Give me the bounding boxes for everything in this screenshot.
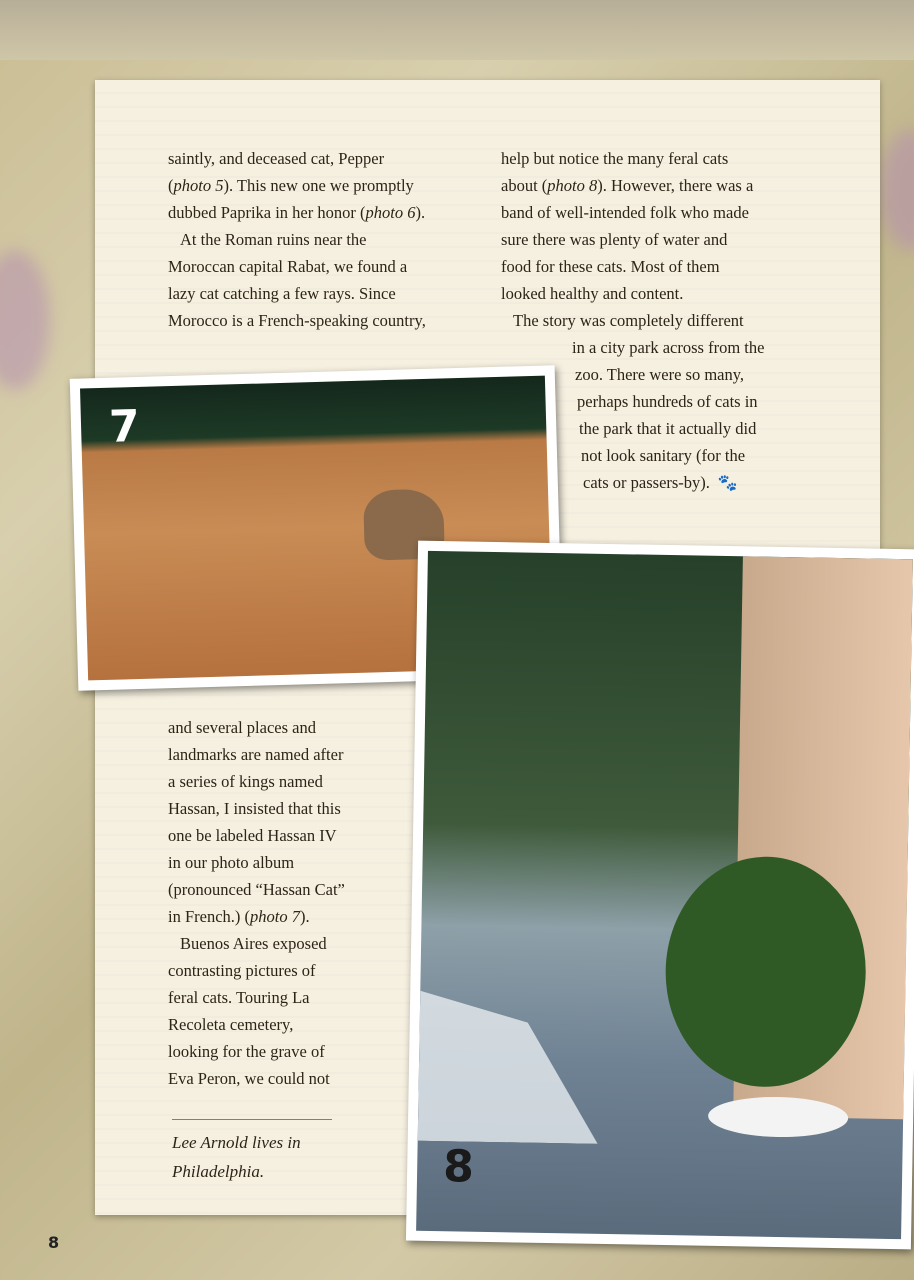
text-line: Hassan, I insisted that this (168, 799, 341, 818)
text-line: sure there was plenty of water and (501, 230, 728, 249)
text-line: in a city park across from the (572, 338, 765, 357)
column-2-top (501, 145, 753, 334)
sunlight-patch (418, 991, 601, 1144)
text-line: looking for the grave of (168, 1042, 325, 1061)
author-byline (172, 1128, 301, 1186)
paw-icon: 🐾 (717, 475, 738, 492)
byline-line: Lee Arnold lives in (172, 1133, 301, 1152)
text-line: saintly, and deceased cat, Pepper (168, 149, 385, 168)
text-line: and several places and (168, 718, 316, 737)
text-line: in our photo album (168, 853, 295, 872)
text-line: band of well-intended folk who made (501, 203, 749, 222)
column-1-bottom (168, 714, 345, 1092)
text-line: in French.) (photo 7). (168, 907, 310, 926)
text-line: Morocco is a French-speaking country, (168, 311, 426, 330)
text-line: contrasting pictures of (168, 961, 316, 980)
text-line: Buenos Aires exposed (180, 934, 327, 953)
text-line: Recoleta cemetery, (168, 1015, 294, 1034)
text-line: feral cats. Touring La (168, 988, 310, 1007)
text-line: a series of kings named (168, 772, 323, 791)
photo-number: 7 (108, 400, 141, 453)
text-line: about (photo 8). However, there was a (501, 176, 754, 195)
column-1-top (168, 145, 426, 334)
background-flowers (0, 250, 50, 390)
text-line: dubbed Paprika in her honor (photo 6). (168, 203, 426, 222)
text-line: (pronounced “Hassan Cat” (168, 880, 345, 899)
byline-divider (172, 1119, 332, 1120)
text-line: At the Roman ruins near the (180, 230, 367, 249)
photo-number: 8 (442, 1141, 475, 1193)
text-line: one be labeled Hassan IV (168, 826, 337, 845)
column-2-wrap (572, 334, 764, 497)
photo-8 (406, 541, 914, 1250)
byline-line: Philadelphia. (172, 1162, 265, 1181)
text-line: lazy cat catching a few rays. Since (168, 284, 396, 303)
text-line: perhaps hundreds of cats in (577, 392, 758, 411)
text-line: landmarks are named after (168, 745, 344, 764)
text-line: Eva Peron, we could not (168, 1069, 330, 1088)
text-line: not look sanitary (for the (581, 446, 746, 465)
text-line: zoo. There were so many, (575, 365, 745, 384)
text-line: looked healthy and content. (501, 284, 684, 303)
text-line: help but notice the many feral cats (501, 149, 729, 168)
text-line: cats or passers-by). (583, 473, 710, 492)
text-line: Moroccan capital Rabat, we found a (168, 257, 408, 276)
background-flowers (880, 130, 914, 250)
text-line: (photo 5). This new one we promptly (168, 176, 414, 195)
text-line: the park that it actually did (579, 419, 757, 438)
cemetery-cats-image (416, 551, 913, 1239)
background-texture (0, 0, 914, 60)
page-number: 8 (48, 1233, 60, 1252)
text-line: food for these cats. Most of them (501, 257, 720, 276)
text-line: The story was completely different (513, 311, 744, 330)
